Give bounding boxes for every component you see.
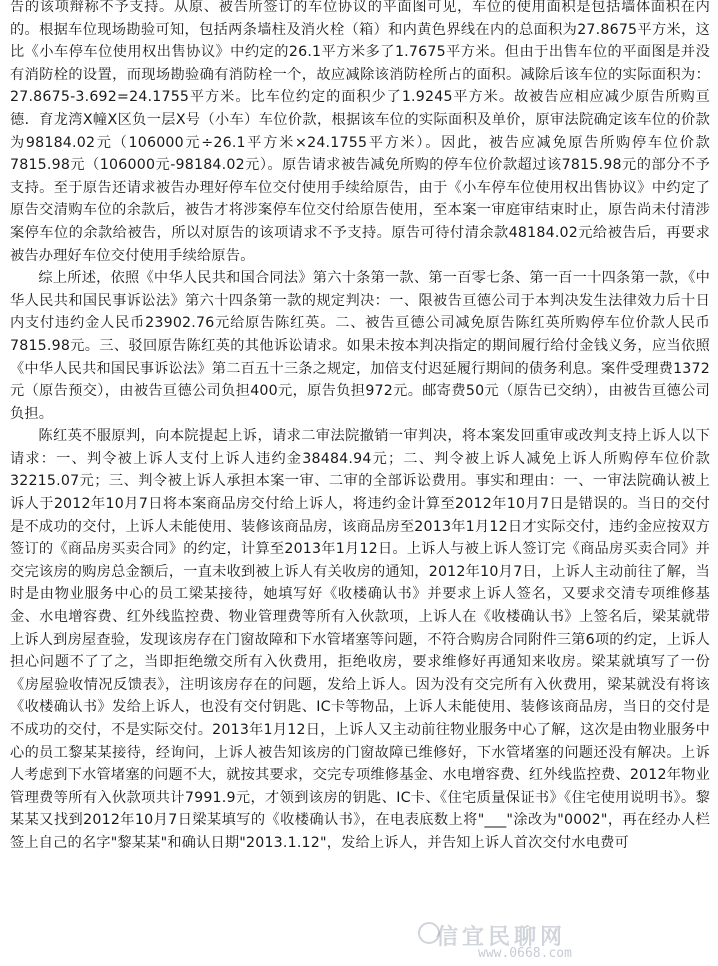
paragraph-first-instance-judgment: 综上所述，依照《中华人民共和国合同法》第六十条第一款、第一百零七条、第一百一十四条第一款，《中华人民共和国民事诉讼法》第六十四条第一款的规定判决：一、限被告亘德公司于本判决发生法律效力后十日内支付违约金人民币23902.76元给原告陈红英。二、被告亘德公司减免原告陈红英所购停车位价款人民币7815.98元。三、驳回原告陈红英的其他诉讼请求。如果未按本判决指定的期间履行给付金钱义务，应当依照《中华人民共和国民事诉讼法》第二百五十三条之规定，加倍支付迟延履行期间的债务利息。案件受理费1372元（原告预交），由被告亘德公司负担400元，原告负担972元。邮寄费50元（原告已交纳），由被告亘德公司负担。 xyxy=(10,270,710,422)
watermark-title: 信宜民聊网 xyxy=(436,925,567,950)
paragraph-court-reasoning: 告的该项辩称不予支持。从原、被告所签订的车位协议的平面图可见，车位的使用面积是包括墙体面积在内的。根据车位现场勘验可知，包括两条墙柱及消火栓（箱）和内黄色界线在内的总面积为27.8675平方米，这比《小车停车位使用权出售协议》中约定的26.1平方米多了1.7675平方米。但由于出售车位的平面图是并没有消防栓的设置，而现场勘验确有消防栓一个，故应减除该消防栓所占的面积。减除后该车位的实际面积为：27.8675-3.692=24.1755平方米。比车位约定的面积少了1.9245平方米。故被告应相应减少原告所购亘德．育龙湾X幢X区负一层X号（小车）车位价款，根据该车位的实际面积及单价，原审法院确定该车位的价款为98184.02元（106000元÷26.1平方米×24.1755平方米）。因此，被告应减免原告所购停车位价款7815.98元（106000元-98184.02元）。原告请求被告减免所购的停车位价款超过该7815.98元的部分不予支持。至于原告还请求被告办理好停车位交付使用手续给原告，由于《小车停车位使用权出售协议》中约定了原告交清购车位的余款后，被告才将涉案停车位交付给原告使用，至本案一审庭审结束时止，原告尚未付清涉案停车位的余款给被告，所以对原告的该项请求不予支持。原告可待付清余款48184.02元给被告后，再要求被告办理好车位交付使用手续给原告。 xyxy=(10,0,710,264)
paragraph-appeal-request: 陈红英不服原判，向本院提起上诉，请求二审法院撤销一审判决，将本案发回重审或改判支持上诉人以下请求：一、判令被上诉人支付上诉人违约金38484.94元；二、判令被上诉人减免上诉人所购停车位价款32215.07元；三、判令被上诉人承担本案一审、二审的全部诉讼费用。事实和理由：一、一审法院确认被上诉人于2012年10月7日将本案商品房交付给上诉人，将违约金计算至2012年10月7日是错误的。当日的交付是不成功的交付，上诉人未能使用、装修该商品房，该商品房至2013年1月12日才实际交付，违约金应按双方签订的《商品房买卖合同》的约定，计算至2013年1月12日。上诉人与被上诉人签订完《商品房买卖合同》并交完该房的购房总金额后，一直未收到被上诉人有关收房的通知，2012年10月7日，上诉人主动前往了解，当时是由物业服务中心的员工梁某接待，她填写好《收楼确认书》并要求上诉人签名，又要求交清专项维修基金、水电增容费、红外线监控费、物业管理费等所有入伙款项，上诉人在《收楼确认书》上签名后，梁某就带上诉人到房屋查验，发现该房存在门窗故障和下水管堵塞等问题，不符合购房合同附件三第6项的约定，上诉人担心问题不了了之，当即拒绝缴交所有入伙费用，拒绝收房，要求维修好再通知来收房。梁某就填写了一份《房屋验收情况反馈表》，注明该房存在的问题，发给上诉人。因为没有交完所有入伙费用，梁某就没有将该《收楼确认书》发给上诉人，也没有交付钥匙、IC卡等物品，上诉人未能使用、装修该商品房，当日的交付是不成功的交付，不是实际交付。2013年1月12日，上诉人又主动前往物业服务中心了解，这次是由物业服务中心的员工黎某某接待，经询问，上诉人被告知该房的门窗故障已维修好，下水管堵塞的问题还没有解决。上诉人考虑到下水管堵塞的问题不大，就按其要求，交完专项维修基金、水电增容费、红外线监控费、2012年物业管理费等所有入伙款项共计7991.9元，才领到该房的钥匙、IC卡、《住宅质量保证书》《住宅使用说明书》。黎某某又找到2012年10月7日梁某填写的《收楼确认书》，在电表底数上将"___"涂改为"0002"，再在经办人栏签上自己的名字"黎某某"和确认日期"2013.1.12"，发给上诉人，并告知上诉人首次交付水电费可 xyxy=(10,428,710,851)
watermark-url: www.0668.com xyxy=(478,946,572,961)
